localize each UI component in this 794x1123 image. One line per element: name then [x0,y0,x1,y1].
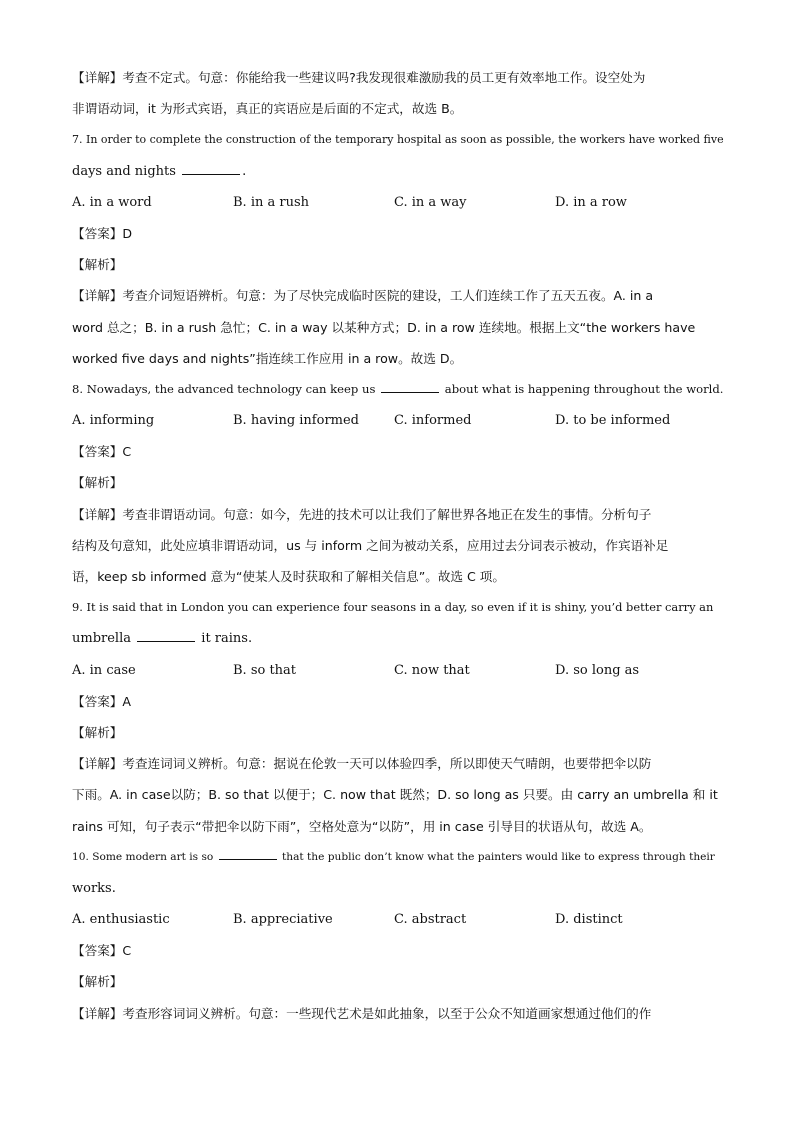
option-a[interactable]: A. informing [72,413,155,429]
question-stem: 9. It is said that in London you can experience four seasons in a day, so even if it is shiny, you’d better carry an [72,600,714,615]
explanation-line: 非谓语动词，it 为形式宾语，真正的宾语应是后面的不定式，故选 B。 [72,101,463,117]
option-b[interactable]: B. having informed [233,413,359,429]
option-d[interactable]: D. so long as [555,662,640,678]
analysis-label: 【解析】 [72,475,123,491]
stem-text: 10. Some modern art is so [72,850,214,863]
answer-blank [219,849,277,860]
explanation-line: rains 可知，句子表示“带把伞以防下雨”，空格处意为“以防”，用 in case 引导目的状语从句，故选 A。 [72,818,652,834]
answer-blank [137,631,195,642]
option-c[interactable]: C. informed [394,413,472,429]
stem-text: . [242,163,247,179]
explanation-line: 语，keep sb informed 意为“使某人及时获取和了解相关信息”。故选 C 项。 [72,569,505,584]
option-d[interactable]: D. distinct [555,912,623,928]
explanation-line: 【详解】考查不定式。句意：你能给我一些建议吗?我发现很难激励我的员工更有效率地工作。设空处为 [72,70,646,85]
option-b[interactable]: B. so that [233,662,297,678]
explanation-line: worked five days and nights”指连续工作应用 in a row。故选 D。 [72,350,463,366]
analysis-label: 【解析】 [72,724,123,740]
option-a[interactable]: A. in a word [72,194,152,210]
stem-text: umbrella [72,631,131,647]
option-c[interactable]: C. in a way [394,194,467,210]
options-row [72,655,724,686]
stem-text: that the public don’t know what the painters would like to express through their [282,850,715,863]
document-page [72,62,724,1029]
answer-label: 【答案】C [72,943,132,959]
explanation-line: 下雨。A. in case以防；B. so that 以便于；C. now that 既然；D. so long as 只要。由 carry an umbrella 和 it [72,787,718,803]
explanation-line: 【详解】考查非谓语动词。句意：如今，先进的技术可以让我们了解世界各地正在发生的事情。分析句子 [72,506,652,522]
analysis-label: 【解析】 [72,974,123,990]
answer-blank [381,382,439,393]
options-row [72,904,724,935]
option-c[interactable]: C. abstract [394,912,467,928]
question-7 [72,124,724,374]
question-9 [72,592,724,842]
question-stem [72,156,724,187]
question-stem [72,374,724,405]
answer-label: 【答案】A [72,693,131,709]
explanation-line: word 总之；B. in a rush 急忙；C. in a way 以某种方式；D. in a row 连续地。根据上文“the workers have [72,319,696,335]
explanation-line: 【详解】考查连词词义辨析。句意：据说在伦敦一天可以体验四季，所以即使天气晴朗，也要带把伞以防 [72,756,652,772]
question-stem: works. [72,880,116,896]
stem-text: about what is happening throughout the world. [444,381,724,396]
answer-blank [182,164,240,175]
option-c[interactable]: C. now that [394,662,470,678]
question-stem: 7. In order to complete the construction of the temporary hospital as soon as possible, the workers have worked five [72,133,724,147]
option-d[interactable]: D. in a row [555,194,627,210]
options-row [72,187,724,218]
explanation-line: 【详解】考查介词短语辨析。句意：为了尽快完成临时医院的建设，工人们连续工作了五天五夜。A. in a [72,288,654,304]
stem-text: 8. Nowadays, the advanced technology can keep us [72,381,376,396]
stem-text: it rains. [201,631,253,647]
option-a[interactable]: A. in case [72,662,136,678]
question-10 [72,842,724,1029]
stem-text: days and nights [72,163,176,179]
option-b[interactable]: B. appreciative [233,912,333,928]
question-8 [72,374,724,592]
explanation-line: 结构及句意知，此处应填非谓语动词，us 与 inform 之间为被动关系，应用过去分词表示被动，作宾语补足 [72,537,669,553]
explanation-line: 【详解】考查形容词词义辨析。句意：一些现代艺术是如此抽象，以至于公众不知道画家想通过他们的作 [72,1005,652,1021]
option-a[interactable]: A. enthusiastic [72,912,170,928]
question-stem [72,842,724,873]
options-row [72,405,724,436]
question-stem [72,623,724,654]
analysis-label: 【解析】 [72,257,123,273]
option-d[interactable]: D. to be informed [555,413,671,429]
answer-label: 【答案】D [72,225,133,241]
answer-label: 【答案】C [72,444,132,460]
option-b[interactable]: B. in a rush [233,194,309,210]
